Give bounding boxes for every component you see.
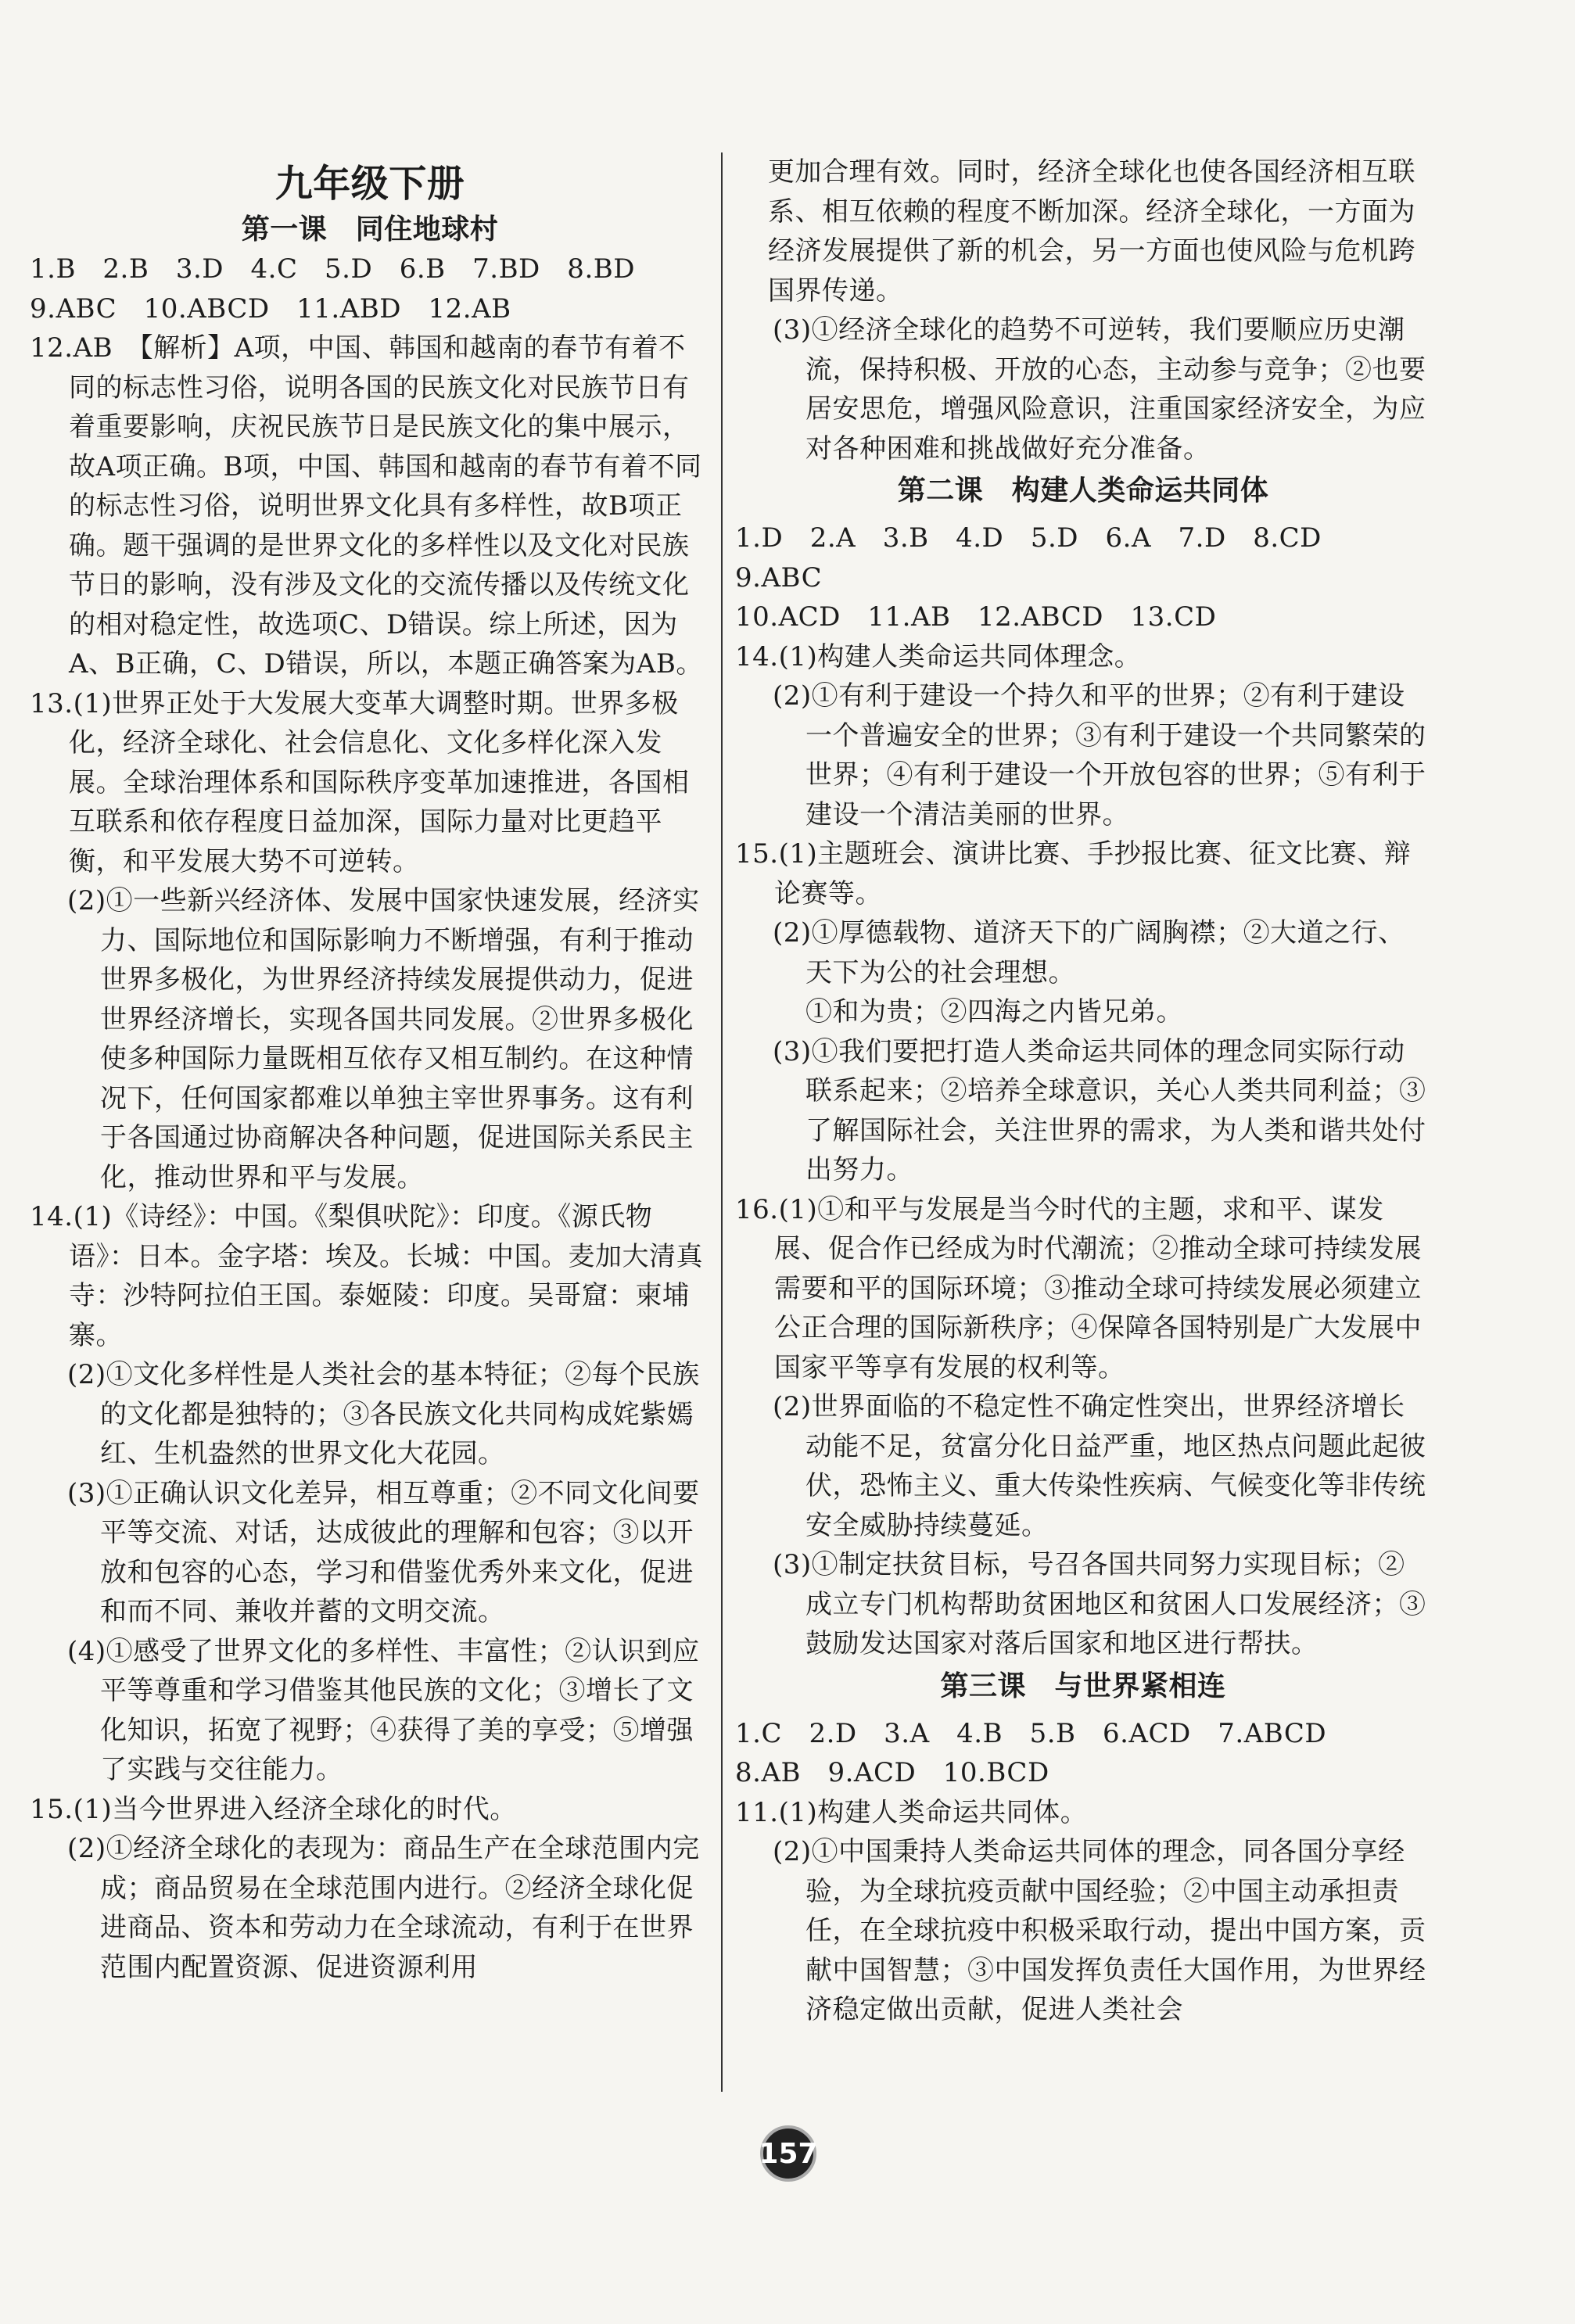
left-column [30, 152, 710, 1987]
answer-paragraph: (4)①感受了世界文化的多样性、丰富性；②认识到应平等尊重和学习借鉴其他民族的文化；③增长了文化知识，拓宽了视野；④获得了美的享受；⑤增强了实践与交往能力。 [67, 1635, 700, 1785]
book-title: 九年级下册 [274, 162, 465, 206]
page-number: 157 [760, 2125, 816, 2182]
answer-line: 8.AB 9.ACD 10.BCD [735, 1757, 1049, 1788]
answer-line: 9.ABC 10.ABCD 11.ABD 12.AB [30, 292, 511, 325]
answer-line: 1.D 2.A 3.B 4.D 5.D 6.A 7.D 8.CD 9.ABC [735, 522, 1349, 594]
answer-paragraph: 14.(1)构建人类命运共同体理念。 [735, 640, 1142, 672]
answer-paragraph: ①和为贵；②四海之内皆兄弟。 [805, 996, 1183, 1028]
answer-paragraph: (3)①我们要把打造人类命运共同体的理念同实际行动联系起来；②培养全球意识，关心人类共同利益；③了解国际社会，关注世界的需求，为人类和谐共处付出努力。 [773, 1035, 1426, 1185]
answer-line: 1.C 2.D 3.A 4.B 5.B 6.ACD 7.ABCD [735, 1717, 1327, 1749]
right-column [735, 152, 1431, 2030]
answer-paragraph: 15.(1)主题班会、演讲比赛、手抄报比赛、征文比赛、辩论赛等。 [735, 838, 1412, 909]
answer-paragraph: 15.(1)当今世界进入经济全球化的时代。 [30, 1793, 517, 1825]
lesson-1-title: 第一课 同住地球村 [241, 213, 499, 246]
answer-line: 10.ACD 11.AB 12.ABCD 13.CD [735, 601, 1217, 633]
answer-paragraph: (2)①文化多样性是人类社会的基本特征；②每个民族的文化都是独特的；③各民族文化共同构成姹紫嫣红、生机盎然的世界文化大花园。 [67, 1359, 700, 1469]
column-divider [721, 152, 723, 2092]
lesson-2-title: 第二课 构建人类命运共同体 [897, 475, 1269, 507]
answer-paragraph: 11.(1)构建人类命运共同体。 [735, 1796, 1088, 1828]
answer-paragraph: (2)世界面临的不稳定性不确定性突出，世界经济增长动能不足，贫富分化日益严重，地区热点问题此起彼伏，恐怖主义、重大传染性疾病、气候变化等非传统安全威胁持续蔓延。 [773, 1391, 1426, 1541]
answer-paragraph: (2)①厚德载物、道济天下的广阔胸襟；②大道之行、天下为公的社会理想。 [773, 917, 1405, 988]
answer-paragraph: (3)①正确认识文化差异，相互尊重；②不同文化间要平等交流、对话，达成彼此的理解和包容；③以开放和包容的心态，学习和借鉴优秀外来文化，促进和而不同、兼收并蓄的文明交流。 [67, 1477, 700, 1627]
answer-paragraph: (3)①经济全球化的趋势不可逆转，我们要顺应历史潮流，保持积极、开放的心态，主动参与竞争；②也要居安思危，增强风险意识，注重国家经济安全，为应对各种困难和挑战做好充分准备。 [773, 314, 1426, 464]
answer-paragraph: 13.(1)世界正处于大发展大变革大调整时期。世界多极化，经济全球化、社会信息化、文化多样化深入发展。全球治理体系和国际秩序变革加速推进，各国相互联系和依存程度日益加深，国际力量对比更趋平衡，和平发展大势不可逆转。 [30, 687, 690, 877]
answer-paragraph: (3)①制定扶贫目标，号召各国共同努力实现目标；②成立专门机构帮助贫困地区和贫困人口发展经济；③鼓励发达国家对落后国家和地区进行帮扶。 [773, 1549, 1426, 1659]
answer-paragraph: (2)①有利于建设一个持久和平的世界；②有利于建设一个普遍安全的世界；③有利于建设一个共同繁荣的世界；④有利于建设一个开放包容的世界；⑤有利于建设一个清洁美丽的世界。 [773, 680, 1426, 830]
answer-line: 1.B 2.B 3.D 4.C 5.D 6.B 7.BD 8.BD [30, 253, 635, 285]
lesson-3-title: 第三课 与世界紧相连 [940, 1669, 1226, 1702]
answer-paragraph: 14.(1)《诗经》：中国。《梨俱吠陀》：印度。《源氏物语》：日本。金字塔：埃及。长城：中国。麦加大清真寺：沙特阿拉伯王国。泰姬陵：印度。吴哥窟：柬埔寨。 [30, 1201, 703, 1351]
answer-paragraph: (2)①一些新兴经济体、发展中国家快速发展，经济实力、国际地位和国际影响力不断增强，有利于推动世界多极化，为世界经济持续发展提供动力，促进世界经济增长，实现各国共同发展。②世界多极化使多种国际力量既相互依存又相互制约。在这种情况下，任何国家都难以单独主宰世界事务。这有利于各国通过协商解决各种问题，促进国际关系民主化，推动世界和平与发展。 [67, 885, 700, 1193]
answer-paragraph: (2)①经济全球化的表现为：商品生产在全球范围内完成；商品贸易在全球范围内进行。②经济全球化促进商品、资本和劳动力在全球流动，有利于在世界范围内配置资源、促进资源利用 [67, 1833, 700, 1983]
answer-paragraph: (2)①中国秉持人类命运共同体的理念，同各国分享经验，为全球抗疫贡献中国经验；②中国主动承担责任，在全球抗疫中积极采取行动，提出中国方案，贡献中国智慧；③中国发挥负责任大国作用，为世界经济稳定做出贡献，促进人类社会 [773, 1836, 1426, 2025]
answer-paragraph: 12.AB 【解析】A项，中国、韩国和越南的春节有着不同的标志性习俗，说明各国的民族文化对民族节日有着重要影响，庆祝民族节日是民族文化的集中展示，故A项正确。B项，中国、韩国和越南的春节有着不同的标志性习俗，说明世界文化具有多样性，故B项正确。题干强调的是世界文化的多样性以及文化对民族节日的影响，没有涉及文化的交流传播以及传统文化的相对稳定性，故选项C、D错误。综上所述，因为A、B正确，C、D错误，所以，本题正确答案为AB。 [30, 332, 703, 680]
answer-paragraph: 更加合理有效。同时，经济全球化也使各国经济相互联系、相互依赖的程度不断加深。经济全球化，一方面为经济发展提供了新的机会，另一方面也使风险与危机跨国界传递。 [768, 156, 1415, 307]
answer-paragraph: 16.(1)①和平与发展是当今时代的主题，求和平、谋发展、促合作已经成为时代潮流；②推动全球可持续发展需要和平的国际环境；③推动全球可持续发展必须建立公正合理的国际新秩序；④保障各国特别是广大发展中国家平等享有发展的权利等。 [735, 1193, 1422, 1383]
